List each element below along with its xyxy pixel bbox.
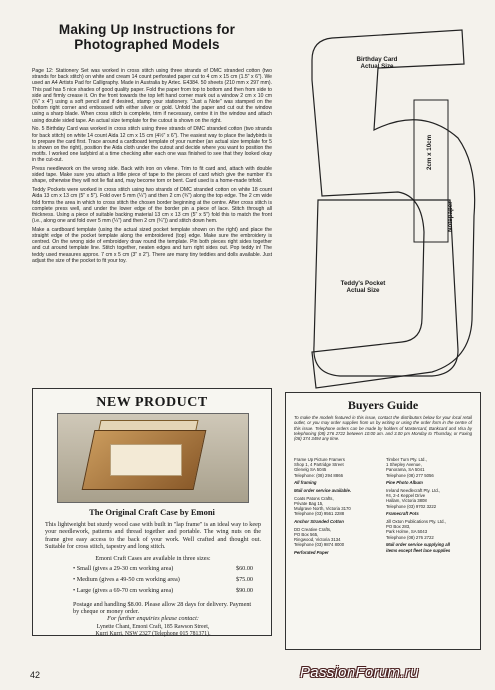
buyers-product-note [294, 480, 384, 485]
notepaper-label: Notepaper [447, 201, 454, 232]
buyers-entry-line: Mail order service available. [294, 488, 352, 494]
teddy-pockets-paragraph: Teddy Pockets were worked in cross stitch using two strands of DMC stranded cotton on white 18 count Aida 13 cm x 13 cm (5" x 5"). Fold over 5 mm (¼") and then 2 cm (¾") along the top edge. The 2 cm wide fold forms the area in which to cross stitch the chosen border beginning at the centre. After cross stitch is complete press well, and under the lower edge of the border pin a piece of lace. Stitch through all thickness. Using a piece of suitable backing material 13 cm x 13 cm (5" x 5") fold this to match the front (i.e., along one and fold over 5 mm (¼") and then 2 cm (¾")) and stitch down hem. [32, 187, 272, 225]
product-caption: The Original Craft Case by Emoni [89, 507, 215, 517]
buyers-entry-line: Telephone (08) 277 5056 [386, 472, 434, 478]
buyers-entry-line: Telephone (03) 9561 2288 [294, 511, 345, 517]
buyers-product-note [386, 480, 476, 485]
stationery-paragraph: Page 12: Stationery Set was worked in cross stitch using three strands of DMC stranded cotton (two strands for back stitch) on white and cream 14 count perforated paper cut to 4 cm x 15 cm (1.5" x 6"). We used an A4 Artists Pad for Calligraphy. Made in Australia by Artec. E4384. 50 sheets (210 mm x 297 mm). This pad has 5 nice shades of good quality paper. Fold the paper from top to bottom and then from side to side and firmly crease it. On the front towards the top left hand corner mark out a window 2 cm x 10 cm (¾" x 4") using a soft pencil and if desired, stamp your stationery. "Just a Note" was stamped on the bottom right corner and embossed with either silver or gold. Unfold the paper and cut out the window using a sharp blade. When cross stitch is complete, trim if necessary, centre it in the window and attach using double sided tape. An actual size template for the cutout is shown on the right. [32, 68, 272, 124]
notepaper-window-template [414, 100, 448, 242]
size-price: $75.00 [235, 576, 253, 583]
size-price: $90.00 [235, 587, 253, 594]
buyers-entry-line: Mulgrave North, Victoria 3170 [294, 506, 351, 512]
craft-case-photo [57, 413, 249, 503]
buyers-entry-line: Park Holme, SA 5043 [386, 529, 428, 535]
buyers-entry-line: All framing [294, 480, 317, 486]
instructions-text [32, 68, 272, 267]
buyers-entry-line: 1 Shepley Avenue, [386, 462, 422, 468]
buyers-entry-line: Shop 1, 4 Partridge Street [294, 462, 344, 468]
buyers-entry [294, 527, 384, 548]
buyers-entry-line: Perforated Paper [294, 550, 329, 556]
teddy-pocket-label: Teddy's Pocket Actual Size [340, 280, 386, 294]
buyers-entry-line: Framecraft Pots [386, 511, 419, 517]
contact-line-2: Kurri Kurri, NSW 2327 (Telephone 015 781371). [95, 630, 211, 637]
product-description: This lightweight but sturdy wood case with built in "lap frame" is an ideal way to keep your needlework, patterns and thread together and portable. The wing nuts on the frame give easy access to the back of your work. Well crafted and thought out. Suitable for cross stitch, tapestry and long stitch. [45, 521, 261, 551]
size-label: • Small (gives a 29-30 cm working area) [73, 565, 174, 572]
buyers-entry-line: Panorama, SA 5041 [386, 467, 425, 473]
buyers-guide-box [285, 392, 481, 650]
buyers-entry-line: Telephone (03) 9702 3222 [386, 503, 437, 509]
page-title [32, 22, 262, 52]
buyers-entry-line: Hallam, Victoria 3808 [386, 498, 427, 504]
new-product-box [32, 388, 272, 636]
buyers-entry-line: PO Box 565, [294, 531, 319, 537]
buyers-right-column [386, 457, 476, 555]
birthday-card-label: Birthday Card Actual Size [356, 56, 398, 70]
buyers-entry-line: Jill Oxton Publications Pty. Ltd., [386, 519, 446, 525]
buyers-entry [386, 519, 476, 540]
buyers-entry-line: Coats Patons Crafts, [294, 495, 334, 501]
buyers-entry [386, 488, 476, 509]
title-line-1: Making Up Instructions for [58, 22, 236, 37]
buyers-guide-intro: To make the models featured in this issue, contact the distributors below for your local retail outlet, or you may order supplies from us by writing or using the order form in the centre of this issue. Telephone orders can be made by holders of Mastercard, Bankcard and Visa by telephoning (08) 276 2722 between 10:00 am. and 3.00 pm Monday to Thursday, or Faxing (08) 374 3494 any time. [294, 415, 472, 442]
buyers-entry-line: Anchor Stranded Cotton [294, 519, 344, 525]
size-row-small [73, 565, 253, 572]
buyers-entry-line: DD Creative Crafts, [294, 526, 332, 532]
birthday-card-paragraph: No. 5 Birthday Card was worked in cross stitch using three strands of DMC stranded cotton (two strands for back stitch) on white 14 count Aida 12 cm x 15 cm (4½" x 6"). The easiest way to place the ladybirds is to prepare the card first. Trace around a cardboard template of your number (an actual size template for 5 is shown on the right), position the Aida cloth under the cutout and decide where you want to position the motifs. I worked one ladybird at a time checking after each one was finished to see that they looked okay in the cut-out. [32, 126, 272, 164]
buyers-entry-line: Frame Up Picture Framers [294, 457, 345, 462]
template-paragraph: Make a cardboard template (using the actual sized pocket template shown on the right) and place the straight edge of the pocket template along the embroidered (top) edge. Make sure the embroidery is centred. On the wrong side of embroidery draw round the template. Pin both pieces right sides together and cut around template line. Stitch together, neaten edges and turn right sides out. Pop teddy in! The teddy used measures approx. 7 cm x 5 cm (3" x 2"). There are many tiny teddies and dolls available. Just adjust the size of the pocket to fit your toy. [32, 226, 272, 264]
buyers-product-note [294, 488, 384, 493]
size-label: • Medium (gives a 49-50 cm working area) [73, 576, 180, 583]
title-line-2: Photographed Models [74, 37, 220, 52]
contact-text [45, 624, 261, 637]
buyers-entry [294, 457, 384, 478]
new-product-heading: NEW PRODUCT [96, 395, 208, 410]
buyers-entry-line: Pine Photo Album [386, 480, 423, 486]
buyers-product-note [294, 519, 384, 524]
watermark: PassionForum.ru [300, 664, 419, 681]
buyers-entry-line: Ireland Needlecraft Pty. Ltd., [386, 488, 441, 494]
buyers-product-note [386, 542, 476, 552]
buyers-entry-line: items except fleet lace supplies [386, 547, 451, 553]
buyers-entry-line: Private Bag 15, [294, 500, 324, 506]
buyers-entry-line: Ringwood, Victoria 3134 [294, 537, 341, 543]
buyers-guide-heading: Buyers Guide [347, 398, 419, 412]
size-label: • Large (gives a 69-70 cm working area) [73, 587, 174, 594]
buyers-product-note [386, 511, 476, 516]
buyers-entry-line: Telephone (03) 9874 8000 [294, 542, 345, 548]
case-fabric-shape [110, 444, 182, 476]
buyers-entry [294, 496, 384, 517]
notepaper-size-label: 2cm x 10cm [426, 134, 433, 170]
buyers-entry-line: Telephone (08) 276 2722 [386, 534, 434, 540]
postage-text: Postage and handling $8.00. Please allow 28 days for delivery. Payment by cheque or money order. [73, 601, 252, 616]
press-paragraph: Press needlework on the wrong side. Back with iron on vilene. Trim to fit card and, attach with double sided tape. Make sure you attach a little piece of tape to the pieces of card which give the number it's shape, otherwise they will not lie flat and, may become torn or bent. Card used is a home-made trifold. [32, 166, 272, 185]
buyers-entry-line: PO Box 283, [386, 524, 411, 530]
buyers-entry-line: Timber Turn Pty. Ltd., [386, 457, 427, 462]
buyers-entry-line: Mail order service supplying all [386, 542, 450, 548]
size-price: $60.00 [235, 565, 253, 572]
size-row-large [73, 587, 253, 594]
buyers-entry-line: #4, 2-4 Keppel Drive [386, 493, 426, 499]
buyers-entry-line: Glenelg SA 5045 [294, 467, 327, 473]
buyers-entry [386, 457, 476, 478]
size-row-medium [73, 576, 253, 583]
page-number: 42 [30, 670, 41, 680]
sizes-intro: Emoni Craft Cases are available in three sizes: [95, 555, 211, 562]
buyers-product-note [294, 550, 384, 555]
enquiries-text: For further enquiries please contact: [107, 615, 199, 622]
buyers-left-column [294, 457, 384, 558]
buyers-entry-line: Telephone: (08) 294 8866 [294, 472, 343, 478]
contact-line-1: Lynette Chant, Emoni Craft, 185 Rawson Street, [96, 624, 210, 630]
